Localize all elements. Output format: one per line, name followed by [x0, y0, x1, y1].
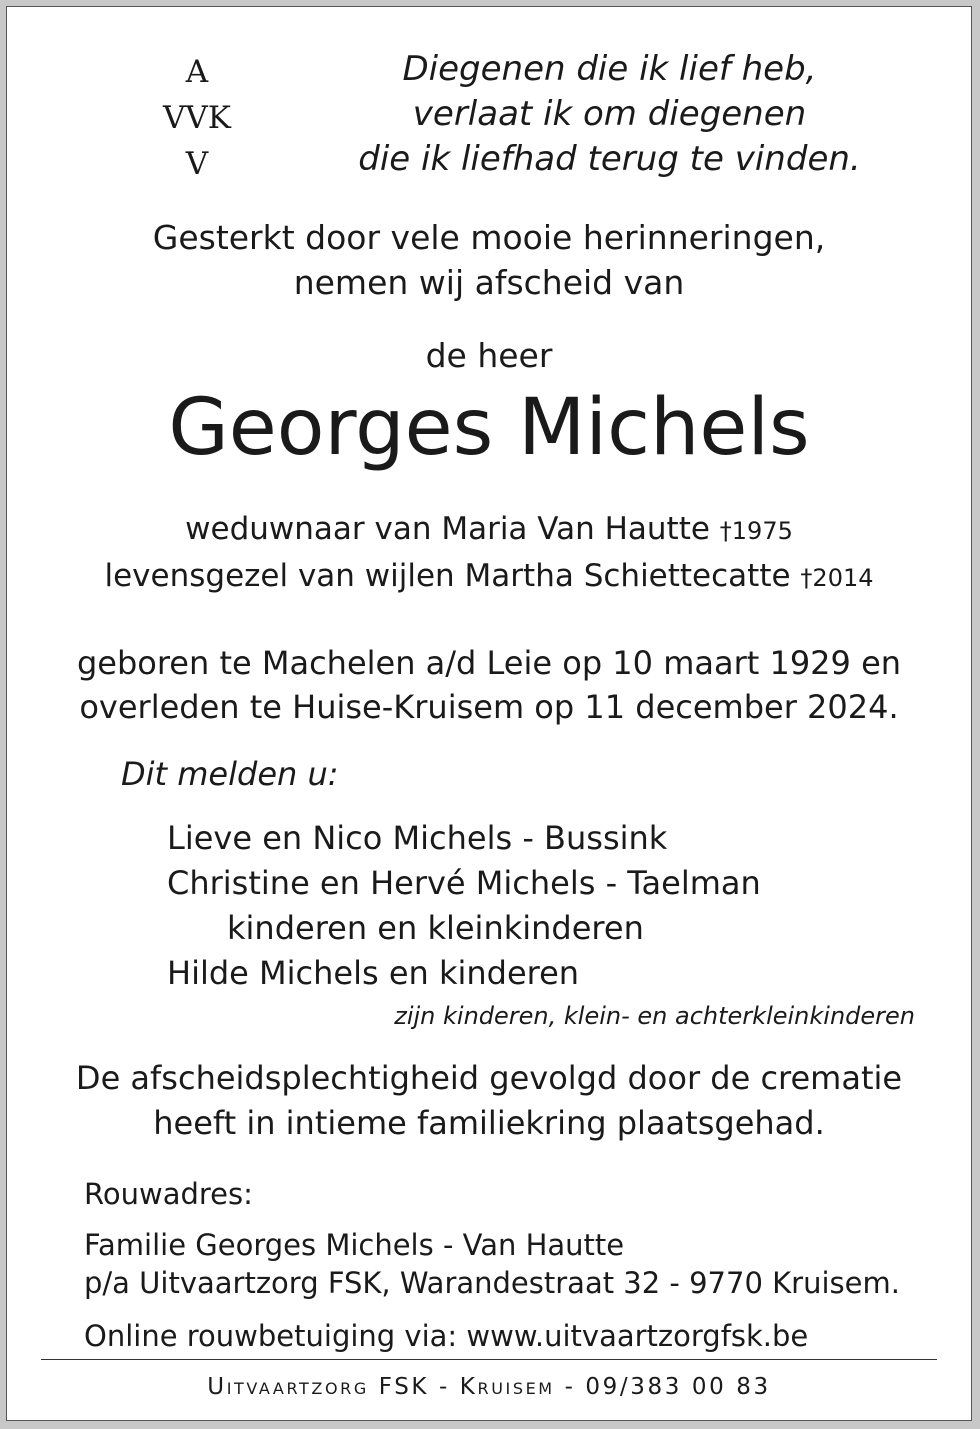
birth-death-dates: [7, 641, 971, 729]
deceased-title: de heer: [425, 336, 553, 375]
letter-line: V: [185, 146, 209, 182]
intro-line: Gesterkt door vele mooie herinneringen,: [152, 218, 826, 257]
date-line: overleden te Huise-Kruisem op 11 december 2024.: [79, 688, 899, 726]
survivor-line: Lieve en Nico Michels - Bussink: [167, 819, 668, 857]
footer-divider: [41, 1359, 937, 1360]
address-line: p/a Uitvaartzorg FSK, Warandestraat 32 - 9770 Kruisem.: [84, 1266, 900, 1300]
ceremony-line: heeft in intieme familiekring plaatsgehad.: [153, 1104, 825, 1142]
poem: [337, 47, 882, 182]
online-condolence: Online rouwbetuiging via: www.uitvaartzorgfsk.be: [84, 1319, 809, 1353]
cross-icon: †: [719, 517, 732, 545]
poem-line: die ik liefhad terug te vinden.: [358, 139, 861, 179]
survivor-line: Christine en Hervé Michels - Taelman: [167, 864, 761, 902]
letter-line: VVK: [163, 100, 231, 136]
date-line: geboren te Machelen a/d Leie op 10 maart 1929 en: [76, 644, 902, 682]
survivors-list: [167, 816, 761, 996]
letter-line: A: [185, 54, 209, 90]
relation-line: [7, 507, 971, 554]
address-line: Familie Georges Michels - Van Hautte: [84, 1228, 625, 1262]
announcement-label: Dit melden u:: [121, 755, 339, 793]
relation-line: [7, 554, 971, 601]
footer-text: Uitvaartzorg FSK - Kruisem - 09/383 00 83: [207, 1374, 771, 1400]
obituary-card: [6, 6, 972, 1421]
poem-line: verlaat ik om diegenen: [412, 94, 807, 134]
intro-text: [7, 215, 971, 305]
relation-year: 1975: [731, 517, 793, 545]
relation-text: levensgezel van wijlen Martha Schiettecatte: [104, 558, 791, 594]
survivor-line: Hilde Michels en kinderen: [167, 954, 580, 992]
poem-line: Diegenen die ik lief heb,: [402, 49, 817, 89]
ceremony-line: De afscheidsplechtigheid gevolgd door de crematie: [75, 1059, 903, 1097]
survivor-line: kinderen en kleinkinderen: [227, 909, 644, 947]
intro-line: nemen wij afscheid van: [293, 263, 685, 302]
cross-icon: †: [800, 564, 813, 592]
relation-text: weduwnaar van Maria Van Hautte: [185, 511, 710, 547]
family-note: zijn kinderen, klein- en achterkleinkinderen: [394, 1002, 915, 1030]
address-block: [84, 1226, 900, 1302]
address-label: Rouwadres:: [84, 1177, 253, 1211]
relations: [7, 507, 971, 601]
header-letters: [142, 49, 252, 187]
relation-year: 2014: [812, 564, 874, 592]
deceased-name: Georges Michels: [168, 383, 810, 473]
ceremony-text: [7, 1056, 971, 1146]
